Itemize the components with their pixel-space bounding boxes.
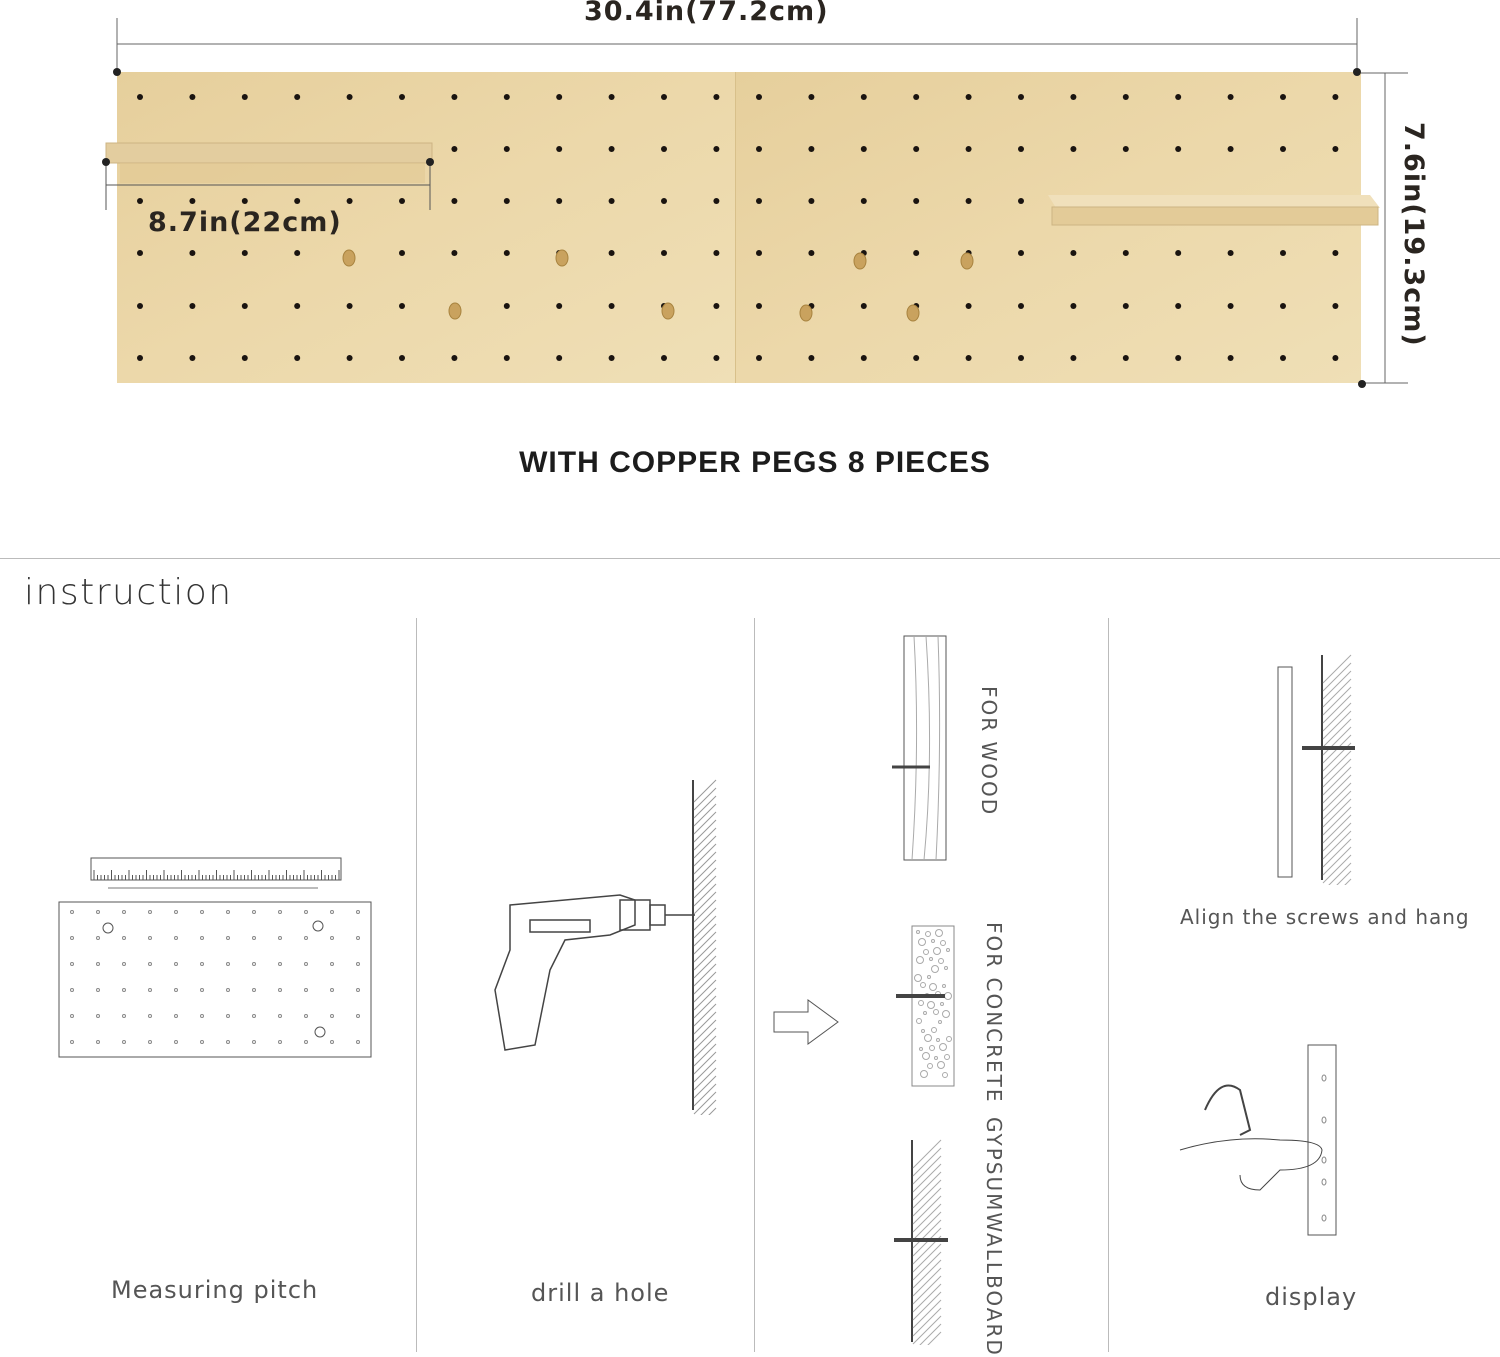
peg-hole (451, 250, 457, 256)
peg-hole (1018, 146, 1024, 152)
peg-hole (451, 94, 457, 100)
column-divider (416, 618, 417, 1352)
drill-illustration (490, 760, 730, 1115)
hatch-line (1323, 663, 1351, 691)
hatch-line (913, 1276, 941, 1304)
peg-hole (1175, 250, 1181, 256)
peg-hole (399, 355, 405, 361)
peg-hole (1070, 146, 1076, 152)
hatch-line (913, 1180, 941, 1208)
hatch-line (1323, 759, 1351, 787)
hatch-line (913, 1212, 941, 1240)
peg-hole (504, 198, 510, 204)
peg-hole (189, 198, 195, 204)
hatch-line (1323, 711, 1351, 739)
peg-hole (451, 146, 457, 152)
hatch-line (913, 1172, 941, 1200)
hatch-line (913, 1308, 941, 1336)
peg-hole (713, 303, 719, 309)
peg-hole (189, 303, 195, 309)
peg-hole (661, 146, 667, 152)
peg-hole (966, 303, 972, 309)
hatch-line (1323, 671, 1351, 699)
hatch-line (913, 1268, 941, 1296)
peg-hole (242, 250, 248, 256)
hatch-line (913, 1156, 941, 1184)
peg-hole (913, 146, 919, 152)
peg-hole (966, 94, 972, 100)
peg-hole (1123, 94, 1129, 100)
peg-hole (242, 94, 248, 100)
peg-hole (347, 198, 353, 204)
peg-hole (609, 146, 615, 152)
concrete-illustration (890, 924, 960, 1089)
peg-hole (756, 355, 762, 361)
hatch-line (1323, 719, 1351, 747)
peg-hole (504, 355, 510, 361)
peg-hole (756, 303, 762, 309)
peg-hole (1123, 303, 1129, 309)
peg-hole (556, 355, 562, 361)
peg-hole (1280, 146, 1286, 152)
hatch-line (1323, 807, 1351, 835)
peg-hole (1070, 250, 1076, 256)
peg-hole (861, 303, 867, 309)
hatch-line (1323, 799, 1351, 827)
peg-hole (294, 355, 300, 361)
peg-hole (661, 250, 667, 256)
hatch-line (1323, 767, 1351, 795)
peg-hole (861, 146, 867, 152)
peg-hole (808, 250, 814, 256)
peg-hole (861, 94, 867, 100)
shelf-dimension-label: 8.7in(22cm) (148, 207, 342, 238)
peg-hole (1070, 94, 1076, 100)
peg-hole (1228, 355, 1234, 361)
headline: WITH COPPER PEGS 8 PIECES (519, 446, 991, 479)
hatch-line (1323, 855, 1351, 883)
copper-peg (800, 305, 812, 321)
peg-hole (347, 303, 353, 309)
step-display-label: display (1265, 1283, 1358, 1311)
display-illustration (1170, 1040, 1350, 1240)
peg-hole (242, 198, 248, 204)
pegboard-image (0, 0, 1500, 400)
hatch-line (1323, 847, 1351, 875)
peg-hole (1332, 250, 1338, 256)
instruction-title: instruction (24, 572, 233, 613)
hatch-line (913, 1140, 941, 1168)
hatch-line (1323, 831, 1351, 859)
hatch-line (913, 1204, 941, 1232)
peg-hole (242, 303, 248, 309)
peg-hole (661, 198, 667, 204)
wood-illustration (890, 634, 960, 864)
shelf-right (1048, 195, 1380, 225)
peg-hole (966, 146, 972, 152)
arrow-right-icon (772, 998, 842, 1048)
for-wood-label: FOR WOOD (977, 686, 1001, 817)
peg-hole (504, 303, 510, 309)
hatch-line (913, 1252, 941, 1280)
peg-hole (1280, 94, 1286, 100)
hatch-line (913, 1148, 941, 1176)
hatch-line (1323, 679, 1351, 707)
peg-hole (861, 198, 867, 204)
peg-hole (1280, 303, 1286, 309)
peg-hole (1123, 146, 1129, 152)
copper-peg (662, 303, 674, 319)
hatch-line (1323, 823, 1351, 851)
peg-hole (913, 355, 919, 361)
hatch-line (913, 1164, 941, 1192)
peg-hole (294, 94, 300, 100)
hang-illustration (1270, 645, 1360, 885)
peg-hole (1280, 355, 1286, 361)
peg-hole (137, 94, 143, 100)
peg-hole (399, 94, 405, 100)
peg-hole (556, 198, 562, 204)
copper-peg (449, 303, 461, 319)
peg-hole (399, 303, 405, 309)
peg-hole (1175, 94, 1181, 100)
peg-hole (1228, 250, 1234, 256)
gypsum-illustration (890, 1130, 960, 1345)
peg-hole (609, 94, 615, 100)
hatch-line (1323, 751, 1351, 779)
hatch-line (913, 1292, 941, 1320)
hatch-line (913, 1196, 941, 1224)
shelf-left (106, 143, 432, 183)
gypsum-label: GYPSUMWALLBOARD (982, 1117, 1006, 1357)
peg-hole (451, 198, 457, 204)
hatch-line (913, 1260, 941, 1288)
peg-hole (242, 355, 248, 361)
peg-hole (1123, 250, 1129, 256)
peg-hole (661, 355, 667, 361)
peg-hole (808, 198, 814, 204)
peg-hole (808, 94, 814, 100)
peg-hole (1175, 146, 1181, 152)
peg-hole (1175, 355, 1181, 361)
peg-hole (556, 303, 562, 309)
peg-hole (399, 198, 405, 204)
hatch-line (1323, 775, 1351, 803)
peg-hole (756, 94, 762, 100)
peg-hole (347, 355, 353, 361)
section-divider (0, 558, 1500, 559)
hatch-line (1323, 863, 1351, 885)
peg-hole (1123, 355, 1129, 361)
peg-hole (1332, 303, 1338, 309)
peg-hole (713, 94, 719, 100)
peg-hole (1175, 303, 1181, 309)
peg-hole (294, 198, 300, 204)
hatch-line (913, 1220, 941, 1248)
hatch-line (1323, 695, 1351, 723)
peg-hole (861, 355, 867, 361)
peg-hole (1332, 94, 1338, 100)
peg-hole (913, 94, 919, 100)
peg-hole (609, 198, 615, 204)
measuring-illustration (50, 850, 380, 1065)
peg-hole (1018, 303, 1024, 309)
peg-hole (609, 250, 615, 256)
peg-hole (1018, 198, 1024, 204)
hatch-line (1323, 783, 1351, 811)
for-concrete-label: FOR CONCRETE (982, 922, 1006, 1104)
peg-hole (1018, 94, 1024, 100)
peg-hole (347, 94, 353, 100)
step-drill-label: drill a hole (531, 1279, 670, 1307)
hatch-line (1323, 791, 1351, 819)
peg-hole (1228, 94, 1234, 100)
pegboard-right-panel (736, 72, 1361, 383)
peg-hole (713, 198, 719, 204)
peg-hole (189, 94, 195, 100)
peg-hole (1070, 303, 1076, 309)
peg-hole (1332, 146, 1338, 152)
hatch-line (1323, 655, 1351, 683)
step-measuring-label: Measuring pitch (111, 1276, 319, 1304)
peg-hole (1228, 303, 1234, 309)
peg-hole (713, 355, 719, 361)
peg-hole (556, 146, 562, 152)
peg-hole (137, 198, 143, 204)
peg-hole (808, 355, 814, 361)
peg-hole (1280, 250, 1286, 256)
hatch-line (1323, 815, 1351, 843)
copper-peg (556, 250, 568, 266)
peg-hole (1070, 355, 1076, 361)
hatch-line (913, 1316, 941, 1344)
peg-hole (808, 146, 814, 152)
hatch-line (913, 1324, 941, 1345)
hatch-line (913, 1284, 941, 1312)
hatch-line (1323, 879, 1351, 885)
peg-hole (713, 146, 719, 152)
peg-hole (661, 94, 667, 100)
peg-hole (189, 355, 195, 361)
peg-hole (1228, 146, 1234, 152)
peg-hole (756, 250, 762, 256)
hatch-line (913, 1300, 941, 1328)
hatch-line (913, 1188, 941, 1216)
peg-hole (756, 146, 762, 152)
peg-hole (966, 198, 972, 204)
peg-hole (1332, 355, 1338, 361)
hatch-line (1323, 839, 1351, 867)
copper-peg (854, 253, 866, 269)
peg-hole (556, 94, 562, 100)
column-divider (754, 618, 755, 1352)
hatch-line (1323, 727, 1351, 755)
height-dimension-label: 7.6in(19.3cm) (1398, 122, 1429, 347)
peg-hole (913, 250, 919, 256)
copper-peg (343, 250, 355, 266)
hatch-line (1323, 687, 1351, 715)
peg-hole (1018, 250, 1024, 256)
peg-hole (451, 355, 457, 361)
peg-hole (504, 250, 510, 256)
peg-hole (504, 94, 510, 100)
peg-hole (966, 355, 972, 361)
peg-hole (1018, 355, 1024, 361)
peg-hole (189, 250, 195, 256)
hatch-line (913, 1244, 941, 1272)
peg-hole (609, 303, 615, 309)
peg-hole (137, 355, 143, 361)
peg-hole (137, 303, 143, 309)
peg-hole (609, 355, 615, 361)
copper-peg (907, 305, 919, 321)
peg-hole (137, 250, 143, 256)
width-dimension-label: 30.4in(77.2cm) (584, 0, 829, 27)
peg-hole (294, 303, 300, 309)
peg-hole (913, 198, 919, 204)
peg-hole (713, 250, 719, 256)
hatch-line (1323, 703, 1351, 731)
peg-hole (504, 146, 510, 152)
step-hang-label: Align the screws and hang (1180, 905, 1470, 929)
peg-hole (399, 250, 405, 256)
column-divider (1108, 618, 1109, 1352)
peg-hole (756, 198, 762, 204)
peg-hole (294, 250, 300, 256)
copper-peg (961, 253, 973, 269)
